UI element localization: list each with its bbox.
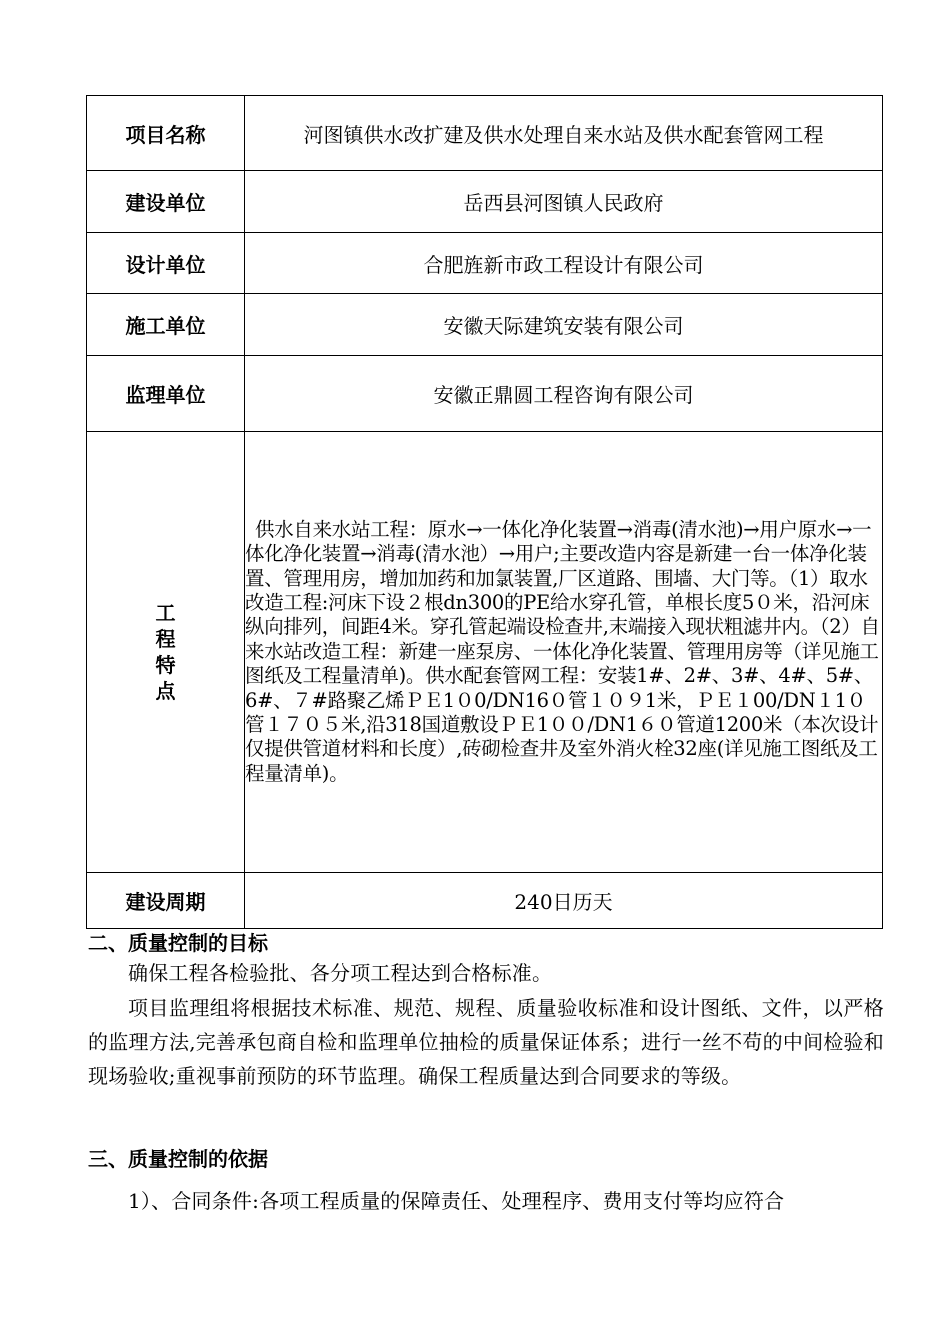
section-3-item-1: 1）、合同条件:各项工程质量的保障责任、处理程序、费用支付等均应符合 — [128, 1189, 785, 1213]
feature-label-char: 工 — [155, 601, 176, 625]
section-2-heading: 二、质量控制的目标 — [88, 931, 268, 955]
project-name-label: 项目名称 — [87, 96, 245, 171]
section-3-heading: 三、质量控制的依据 — [88, 1147, 268, 1171]
feature-label-char: 程 — [155, 627, 176, 651]
owner-label: 建设单位 — [87, 171, 245, 233]
table-row — [87, 171, 883, 233]
period-label: 建设周期 — [87, 873, 245, 929]
contractor-label: 施工单位 — [87, 294, 245, 356]
project-features-label — [87, 432, 245, 873]
period-value: 240日历天 — [245, 873, 883, 929]
table-row — [87, 96, 883, 171]
table-row — [87, 432, 883, 873]
project-name-value: 河图镇供水改扩建及供水处理自来水站及供水配套管网工程 — [245, 96, 883, 171]
designer-value: 合肥旌新市政工程设计有限公司 — [245, 233, 883, 294]
supervisor-value: 安徽正鼎圆工程咨询有限公司 — [245, 356, 883, 432]
table-row — [87, 356, 883, 432]
feature-label-char: 特 — [155, 653, 176, 677]
project-info-table — [86, 95, 883, 929]
table-row — [87, 233, 883, 294]
supervisor-label: 监理单位 — [87, 356, 245, 432]
designer-label: 设计单位 — [87, 233, 245, 294]
section-2-paragraph-1: 确保工程各检验批、各分项工程达到合格标准。 — [128, 961, 553, 985]
table-row — [87, 294, 883, 356]
owner-value: 岳西县河图镇人民政府 — [245, 171, 883, 233]
feature-label-char: 点 — [155, 679, 176, 703]
contractor-value: 安徽天际建筑安装有限公司 — [245, 294, 883, 356]
project-features-text: 供水自来水站工程：原水→一体化净化装置→消毒(清水池)→用户原水→一体化净化装置→消毒(清水池）→用户;主要改造内容是新建一台一体净化装置、管理用房，增加加药和加氯装置,厂区道路、围墙、大门等。（1）取水改造工程:河床下设２根dn300的PE给水穿孔管，单根长度5０米，沿河床纵向排列，间距4米。穿孔管起端设检查井,末端接入现状粗滤井内。（2）自来水站改造工程：新建一座泵房、一体化净化装置、管理用房等（详见施工图纸及工程量清单)。供水配套管网工程：安装1#、2#、3#、4#、5#、6#、７#路聚乙烯ＰＥ1０0/DN16０管１０９1米，ＰＥ１00/DN１1０管１７０５米,沿318国道敷设ＰＥ1００/DN1６０管道1200米（本次设计仅提供管道材料和长度）,砖砌检查井及室外消火栓32座(详见施工图纸及工程量清单)。 — [245, 432, 883, 873]
table-row — [87, 873, 883, 929]
section-2-paragraph-2: 项目监理组将根据技术标准、规范、规程、质量验收标准和设计图纸、文件，以严格的监理方法,完善承包商自检和监理单位抽检的质量保证体系；进行一丝不苟的中间检验和现场验收;重视事前预防的环节监理。确保工程质量达到合同要求的等级。 — [88, 996, 884, 1088]
